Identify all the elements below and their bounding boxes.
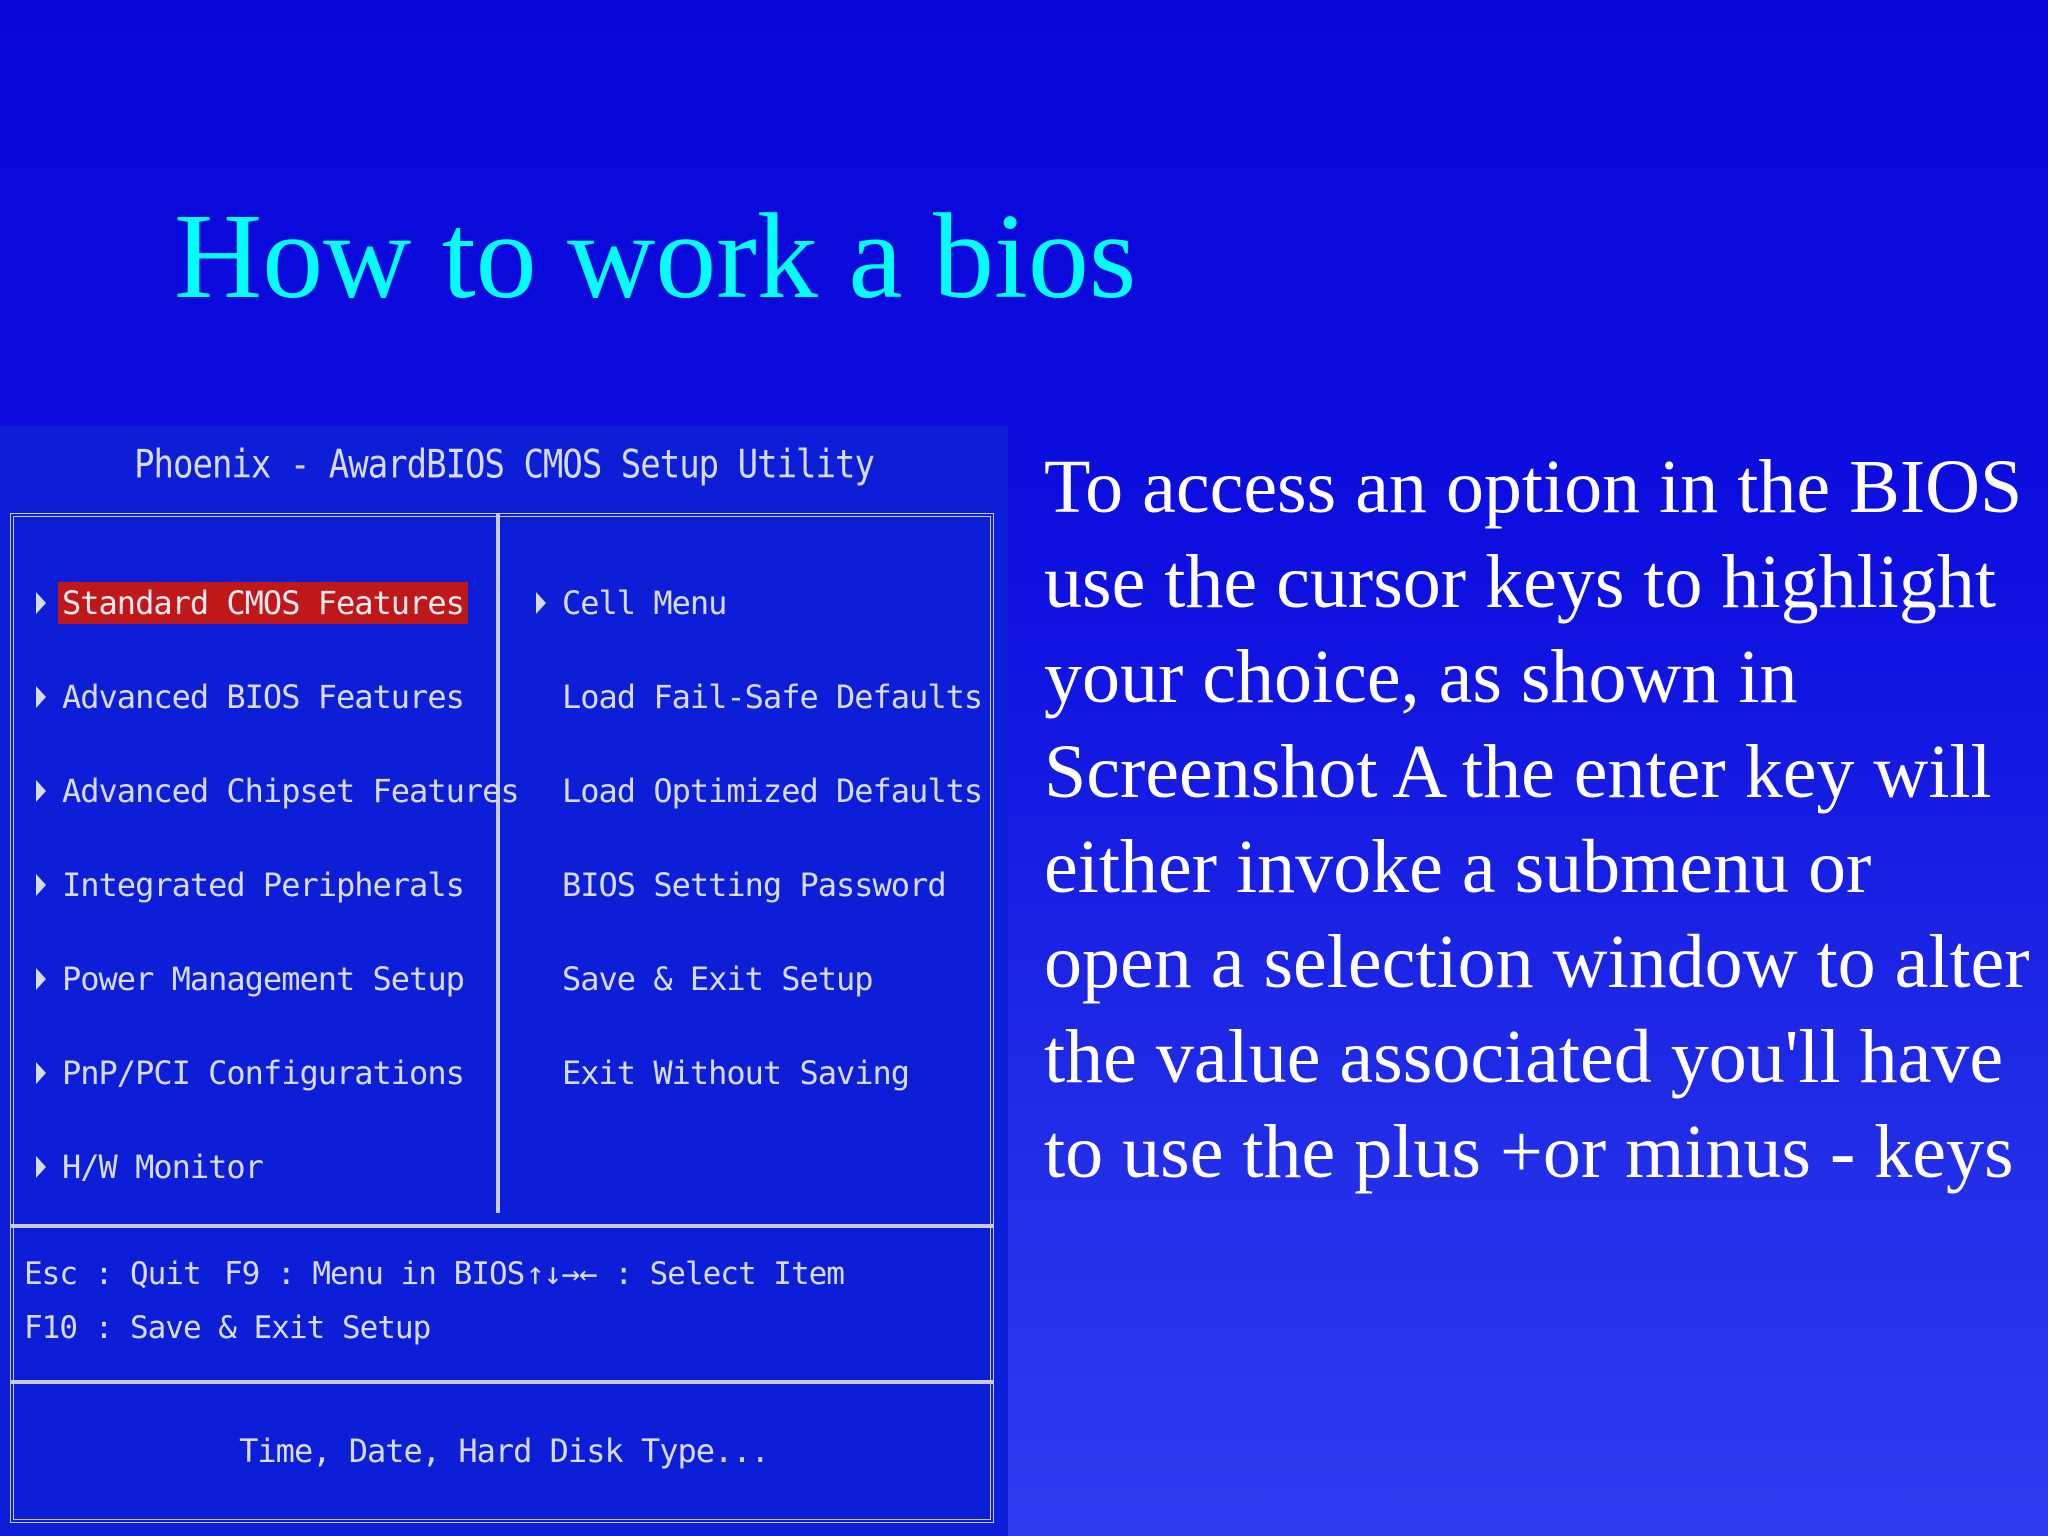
bios-menu-label: Integrated Peripherals <box>62 866 464 904</box>
caret-right-icon <box>36 1062 46 1084</box>
help-select-item: ↑↓→← : Select Item <box>526 1256 844 1292</box>
bios-menu-label: Exit Without Saving <box>562 1054 910 1092</box>
bios-menu-power-management-setup[interactable] <box>36 932 523 1026</box>
bios-menu-cell-menu[interactable] <box>536 556 986 650</box>
bios-menu-integrated-peripherals[interactable] <box>36 838 523 932</box>
bios-menu-load-fail-safe-defaults[interactable] <box>536 650 986 744</box>
slide-title: How to work a bios <box>174 189 1137 324</box>
bios-screenshot <box>0 426 1008 1536</box>
bios-status-line: Time, Date, Hard Disk Type... <box>239 1432 769 1470</box>
bios-menu-standard-cmos-features[interactable] <box>36 556 523 650</box>
caret-right-icon <box>36 874 46 896</box>
bios-title: Phoenix - AwardBIOS CMOS Setup Utility <box>134 442 874 488</box>
bios-menu-label: Save & Exit Setup <box>562 960 873 998</box>
bios-menu-save-exit-setup[interactable] <box>536 932 986 1026</box>
caret-right-icon <box>36 780 46 802</box>
bios-menu-load-optimized-defaults[interactable] <box>536 744 986 838</box>
bios-menu-label: Cell Menu <box>562 584 727 622</box>
bios-menu-label: Load Fail-Safe Defaults <box>562 678 983 716</box>
bios-menu-pnp-pci-configurations[interactable] <box>36 1026 523 1120</box>
bios-menu-label: Load Optimized Defaults <box>562 772 983 810</box>
bios-menu-label: PnP/PCI Configurations <box>62 1054 464 1092</box>
caret-right-icon <box>36 592 46 614</box>
bios-menu-label: Standard CMOS Features <box>58 582 468 624</box>
caret-right-icon <box>36 686 46 708</box>
caret-right-icon <box>536 592 546 614</box>
caret-right-icon <box>36 968 46 990</box>
bios-menu-advanced-bios-features[interactable] <box>36 650 523 744</box>
bios-menu-label: Power Management Setup <box>62 960 464 998</box>
bios-help-divider <box>10 1224 994 1228</box>
bios-menu-exit-without-saving[interactable] <box>536 1026 986 1120</box>
bios-menu-label: Advanced Chipset Features <box>62 772 519 810</box>
bios-menu-label: Advanced BIOS Features <box>62 678 464 716</box>
bios-menu-label: BIOS Setting Password <box>562 866 946 904</box>
bios-menu-advanced-chipset-features[interactable] <box>36 744 523 838</box>
slide-body-text: To access an option in the BIOS use the cursor keys to highlight your choice, as shown in Screenshot A the enter key will either invoke a submenu or open a selection window to alter the value associated you'll have to use the plus +or minus - keys <box>1044 445 2030 1194</box>
bios-menu-label: H/W Monitor <box>62 1148 263 1186</box>
caret-right-icon <box>36 1156 46 1178</box>
help-f10-save-exit: F10 : Save & Exit Setup <box>24 1310 431 1346</box>
bios-right-menu <box>536 556 986 1120</box>
bios-left-menu <box>36 556 523 1214</box>
bios-status-divider <box>10 1380 994 1384</box>
help-f9-menu: F9 : Menu in BIOS <box>224 1256 525 1292</box>
help-esc-quit: Esc : Quit <box>24 1256 201 1292</box>
bios-menu-hw-monitor[interactable] <box>36 1120 523 1214</box>
bios-menu-bios-setting-password[interactable] <box>536 838 986 932</box>
